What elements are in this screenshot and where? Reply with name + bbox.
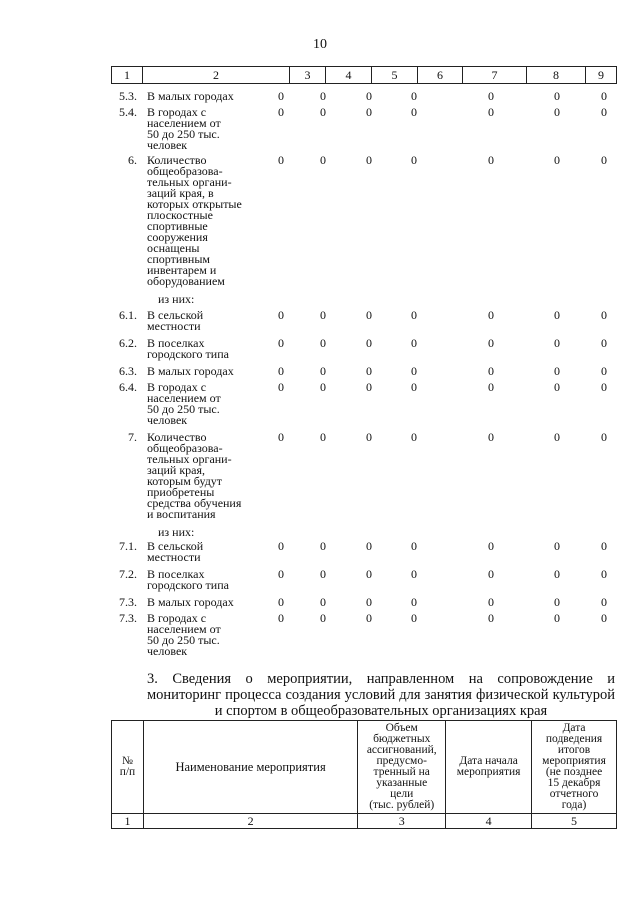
row-value: 0 xyxy=(278,153,284,167)
row-value: 0 xyxy=(488,595,494,609)
row-value: 0 xyxy=(554,105,560,119)
number-cell: 5 xyxy=(532,814,617,829)
row-name: В городах с населением от 50 до 250 тыс. человек xyxy=(147,380,221,427)
row-value: 0 xyxy=(320,105,326,119)
row-value: 0 xyxy=(411,567,417,581)
page-number: 10 xyxy=(313,37,327,52)
row-value: 0 xyxy=(366,430,372,444)
row-value: 0 xyxy=(366,611,372,625)
row-name: В городах с населением от 50 до 250 тыс. человек xyxy=(147,105,221,152)
row-value: 0 xyxy=(554,611,560,625)
row-value: 0 xyxy=(554,364,560,378)
row-number: 5.3. xyxy=(119,89,137,103)
row-number: 7.2. xyxy=(119,567,137,581)
row-value: 0 xyxy=(278,364,284,378)
row-value: 0 xyxy=(411,308,417,322)
row-value: 0 xyxy=(554,153,560,167)
row-number: 7. xyxy=(128,430,137,444)
row-value: 0 xyxy=(366,336,372,350)
row-value: 0 xyxy=(320,567,326,581)
row-value: 0 xyxy=(278,336,284,350)
section-title: 3. Сведения о мероприятии, направленном на сопровождение и мониторинг процесса создания условий для занятия физической культурой и спортом в общеобразовательных организациях края xyxy=(147,671,615,719)
number-cell: 2 xyxy=(143,814,357,829)
row-value: 0 xyxy=(366,105,372,119)
row-name: В малых городах xyxy=(147,595,234,609)
row-name: В сельской местности xyxy=(147,539,204,564)
row-value: 0 xyxy=(278,89,284,103)
row-value: 0 xyxy=(488,153,494,167)
row-value: 0 xyxy=(488,105,494,119)
table-number-row xyxy=(112,814,617,829)
row-value: 0 xyxy=(488,539,494,553)
row-value: 0 xyxy=(488,308,494,322)
header-cell: Дата начала мероприятия xyxy=(446,721,532,814)
header-cell: № п/п xyxy=(112,721,144,814)
row-value: 0 xyxy=(366,364,372,378)
row-value: 0 xyxy=(601,595,607,609)
row-value: 0 xyxy=(411,105,417,119)
subheader-label: из них: xyxy=(158,525,195,539)
row-number: 6.1. xyxy=(119,308,137,322)
row-value: 0 xyxy=(411,336,417,350)
row-value: 0 xyxy=(278,380,284,394)
row-value: 0 xyxy=(601,336,607,350)
row-value: 0 xyxy=(601,364,607,378)
row-value: 0 xyxy=(554,336,560,350)
number-cell: 3 xyxy=(358,814,446,829)
row-value: 0 xyxy=(320,153,326,167)
row-value: 0 xyxy=(278,567,284,581)
row-value: 0 xyxy=(320,308,326,322)
row-value: 0 xyxy=(320,380,326,394)
row-value: 0 xyxy=(601,611,607,625)
row-value: 0 xyxy=(488,430,494,444)
col-header: 8 xyxy=(526,67,585,83)
header-cell: Наименование мероприятия xyxy=(143,721,357,814)
row-value: 0 xyxy=(488,89,494,103)
row-number: 6. xyxy=(128,153,137,167)
row-name: В поселках городского типа xyxy=(147,567,229,592)
row-name: В городах с населением от 50 до 250 тыс. человек xyxy=(147,611,221,658)
row-value: 0 xyxy=(278,595,284,609)
row-value: 0 xyxy=(320,430,326,444)
table-header-row xyxy=(112,721,617,814)
number-cell: 4 xyxy=(446,814,532,829)
row-value: 0 xyxy=(601,153,607,167)
row-name: Количество общеобразова- тельных органи- заций края, в которых открытые плоскостные спортивные сооружения оснащены спортивным инвентарем и оборудованием xyxy=(147,153,242,288)
row-name: Количество общеобразова- тельных органи- заций края, которым будут приобретены средства обучения и воспитания xyxy=(147,430,242,521)
col-header: 5 xyxy=(371,67,417,83)
row-value: 0 xyxy=(411,364,417,378)
row-value: 0 xyxy=(366,308,372,322)
row-value: 0 xyxy=(320,364,326,378)
row-value: 0 xyxy=(278,105,284,119)
row-value: 0 xyxy=(411,611,417,625)
row-number: 6.2. xyxy=(119,336,137,350)
row-value: 0 xyxy=(320,595,326,609)
row-value: 0 xyxy=(601,380,607,394)
row-value: 0 xyxy=(601,89,607,103)
col-header: 6 xyxy=(417,67,462,83)
table-header-row xyxy=(111,66,617,84)
row-value: 0 xyxy=(601,567,607,581)
row-value: 0 xyxy=(411,430,417,444)
row-value: 0 xyxy=(411,89,417,103)
header-cell: Дата подведения итогов мероприятия (не позднее 15 декабря отчетного года) xyxy=(532,721,617,814)
row-value: 0 xyxy=(554,89,560,103)
row-number: 7.1. xyxy=(119,539,137,553)
row-value: 0 xyxy=(554,595,560,609)
row-value: 0 xyxy=(366,567,372,581)
row-value: 0 xyxy=(488,567,494,581)
row-value: 0 xyxy=(278,539,284,553)
row-value: 0 xyxy=(320,336,326,350)
row-name: В малых городах xyxy=(147,89,234,103)
row-value: 0 xyxy=(411,380,417,394)
row-value: 0 xyxy=(366,153,372,167)
row-value: 0 xyxy=(366,89,372,103)
col-header: 9 xyxy=(585,67,616,83)
row-name: В сельской местности xyxy=(147,308,204,333)
col-header: 4 xyxy=(325,67,371,83)
row-value: 0 xyxy=(320,611,326,625)
row-value: 0 xyxy=(488,336,494,350)
col-header: 7 xyxy=(462,67,526,83)
row-value: 0 xyxy=(554,567,560,581)
row-value: 0 xyxy=(601,430,607,444)
header-cell: Объем бюджетных ассигнований, предусмо- тренный на указанные цели (тыс. рублей) xyxy=(358,721,446,814)
col-header: 1 xyxy=(124,68,130,82)
row-name: В поселках городского типа xyxy=(147,336,229,361)
number-cell: 1 xyxy=(112,814,144,829)
row-value: 0 xyxy=(601,539,607,553)
row-value: 0 xyxy=(366,539,372,553)
row-value: 0 xyxy=(411,539,417,553)
row-number: 5.4. xyxy=(119,105,137,119)
row-number: 6.4. xyxy=(119,380,137,394)
row-value: 0 xyxy=(278,308,284,322)
row-value: 0 xyxy=(320,89,326,103)
subheader-label: из них: xyxy=(158,292,195,306)
row-value: 0 xyxy=(366,595,372,609)
row-number: 6.3. xyxy=(119,364,137,378)
row-value: 0 xyxy=(278,611,284,625)
row-value: 0 xyxy=(488,364,494,378)
row-name: В малых городах xyxy=(147,364,234,378)
row-value: 0 xyxy=(554,539,560,553)
activity-table xyxy=(111,720,617,829)
col-header: 3 xyxy=(289,67,325,83)
row-value: 0 xyxy=(554,430,560,444)
row-value: 0 xyxy=(554,380,560,394)
row-value: 0 xyxy=(554,308,560,322)
row-value: 0 xyxy=(488,380,494,394)
row-value: 0 xyxy=(601,105,607,119)
row-value: 0 xyxy=(320,539,326,553)
row-number: 7.3. xyxy=(119,611,137,625)
row-value: 0 xyxy=(278,430,284,444)
row-value: 0 xyxy=(601,308,607,322)
row-value: 0 xyxy=(411,595,417,609)
row-value: 0 xyxy=(366,380,372,394)
row-value: 0 xyxy=(488,611,494,625)
row-value: 0 xyxy=(411,153,417,167)
col-header: 2 xyxy=(142,67,289,83)
row-number: 7.3. xyxy=(119,595,137,609)
